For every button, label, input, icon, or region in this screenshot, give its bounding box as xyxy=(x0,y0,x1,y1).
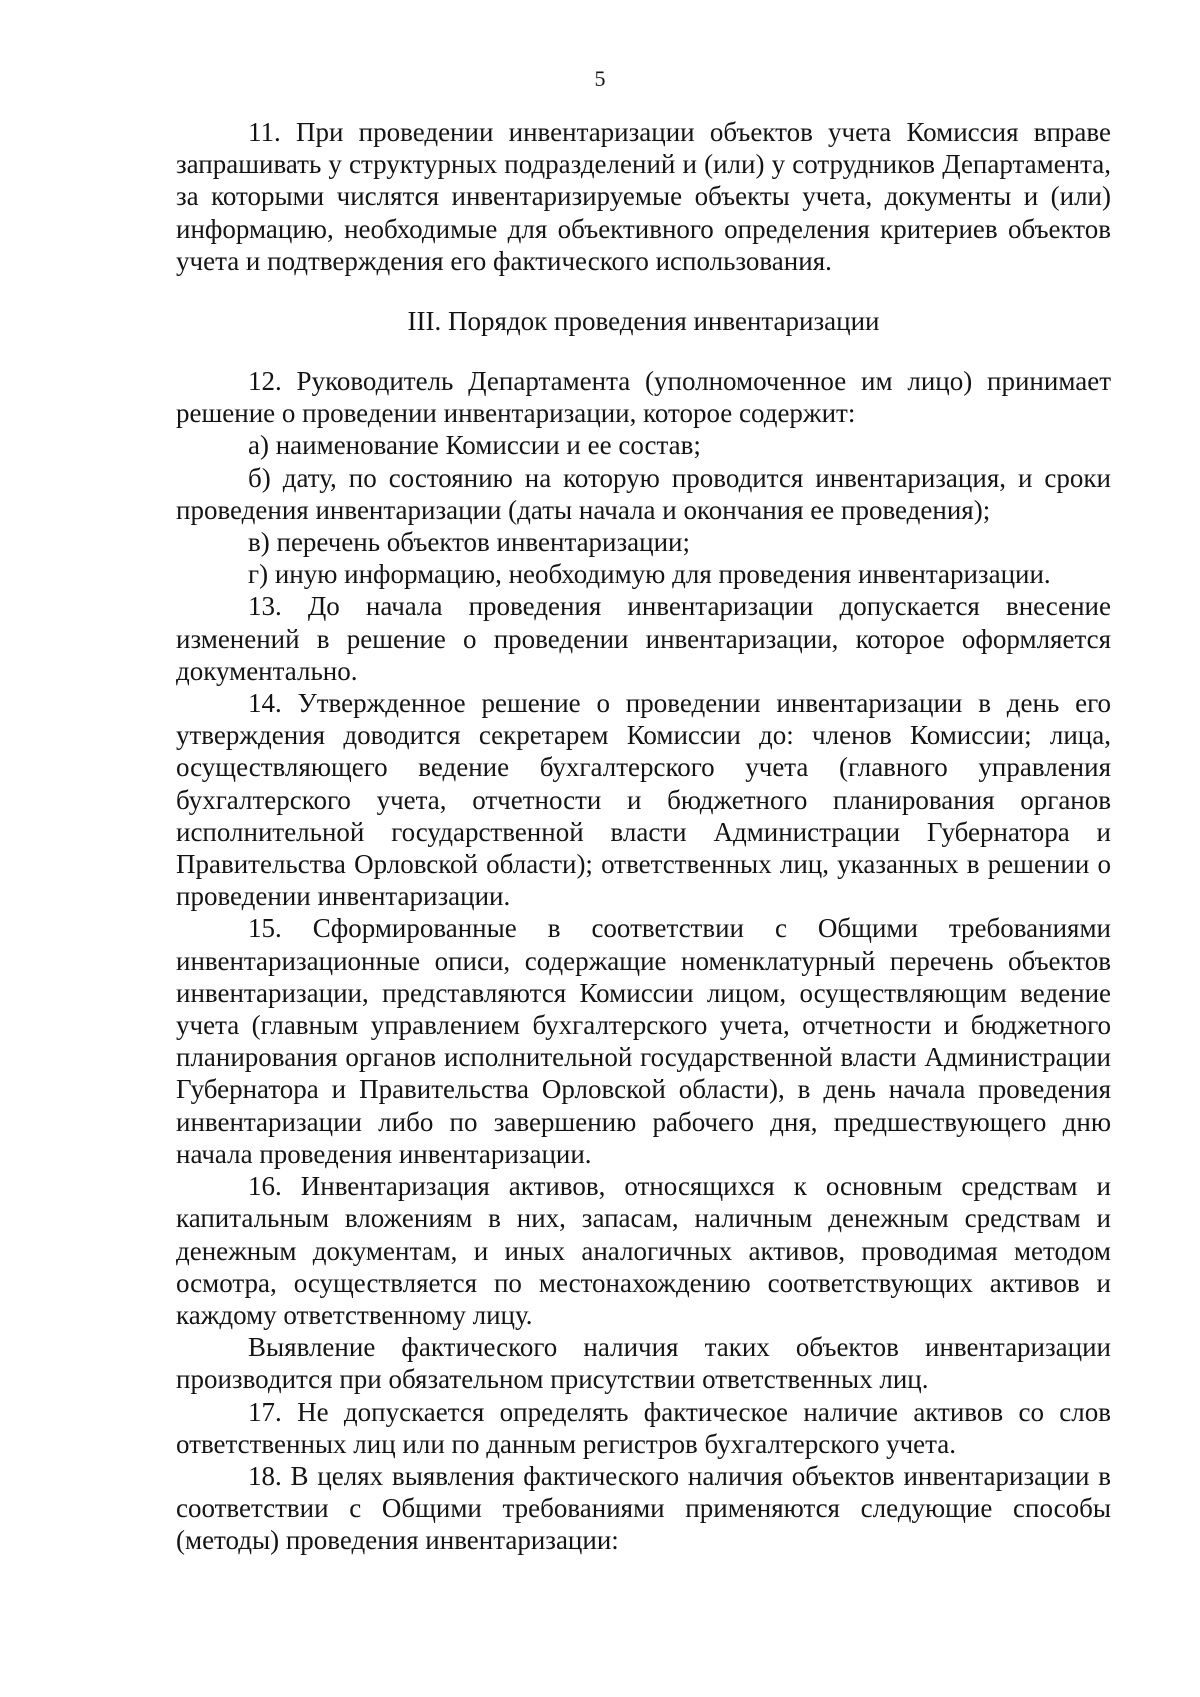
paragraph-16: 16. Инвентаризация активов, относящихся к основным средствам и капитальным вложениям в них, запасам, наличным денежным средствам и денежным документам, и иных аналогичных активов, проводимая методом осмотра, осуществляется по местонахождению соответствующих активов и каждому ответственному лицу. xyxy=(176,1171,1111,1330)
paragraph-12-item-a: а) наименование Комиссии и ее состав; xyxy=(248,430,701,461)
paragraph-12: 12. Руководитель Департамента (уполномоченное им лицо) принимает решение о проведении инвентаризации, которое содержит: xyxy=(176,366,1111,429)
paragraph-13: 13. До начала проведения инвентаризации допускается внесение изменений в решение о проведении инвентаризации, которое оформляется документально. xyxy=(176,591,1111,686)
paragraph-15: 15. Сформированные в соответствии с Общими требованиями инвентаризационные описи, содержащие номенклатурный перечень объектов инвентаризации, представляются Комиссии лицом, осуществляющим ведение учета (главным управлением бухгалтерского учета, отчетности и бюджетного планирования органов исполнительной государственной власти Администрации Губернатора и Правительства Орловской области), в день начала проведения инвентаризации либо по завершению рабочего дня, предшествующего дню начала проведения инвентаризации. xyxy=(176,913,1111,1169)
paragraph-17: 17. Не допускается определять фактическое наличие активов со слов ответственных лиц или по данным регистров бухгалтерского учета. xyxy=(176,1396,1111,1459)
document-body xyxy=(176,116,1111,1557)
section-title: III. Порядок проведения инвентаризации xyxy=(407,306,880,337)
paragraph-11: 11. При проведении инвентаризации объектов учета Комиссия вправе запрашивать у структурных подразделений и (или) у сотрудников Департамента, за которыми числятся инвентаризируемые объекты учета, документы и (или) информацию, необходимые для объективного определения критериев объектов учета и подтверждения его фактического использования. xyxy=(176,117,1111,276)
page-number: 5 xyxy=(594,66,606,91)
paragraph-16-continuation: Выявление фактического наличия таких объектов инвентаризации производится при обязательном присутствии ответственных лиц. xyxy=(176,1332,1111,1395)
paragraph-14: 14. Утвержденное решение о проведении инвентаризации в день его утверждения доводится секретарем Комиссии до: членов Комиссии; лица, осуществляющего ведение бухгалтерского учета (главного управления бухгалтерского учета, отчетности и бюджетного планирования органов исполнительной государственной власти Администрации Губернатора и Правительства Орловской области); ответственных лиц, указанных в решении о проведении инвентаризации. xyxy=(176,688,1111,912)
paragraph-12-item-b: б) дату, по состоянию на которую проводится инвентаризация, и сроки проведения инвентаризации (даты начала и окончания ее проведения); xyxy=(176,462,1111,525)
paragraph-12-item-c: в) перечень объектов инвентаризации; xyxy=(248,527,691,558)
paragraph-12-item-d: г) иную информацию, необходимую для проведения инвентаризации. xyxy=(248,559,1051,590)
paragraph-18: 18. В целях выявления фактического наличия объектов инвентаризации в соответствии с Общими требованиями применяются следующие способы (методы) проведения инвентаризации: xyxy=(176,1460,1111,1556)
